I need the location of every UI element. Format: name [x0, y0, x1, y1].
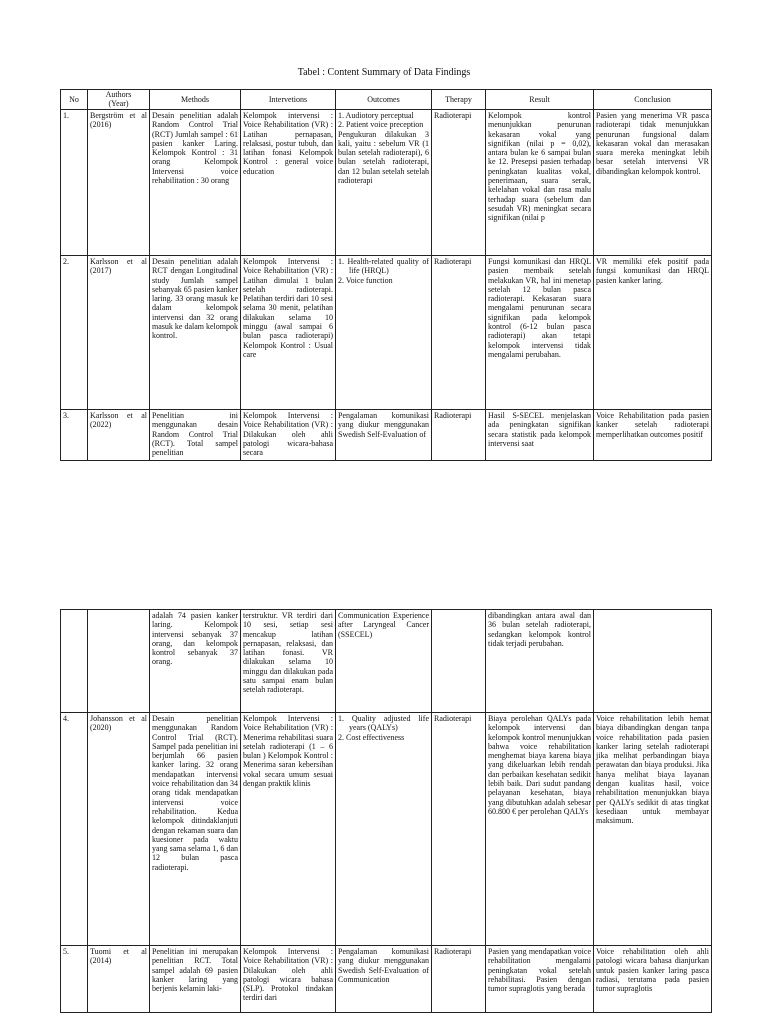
cell-conclusion: Voice rehabilitation oleh ahli patologi wicara bahasa dianjurkan untuk pasien kanker laring pasca radiasi, terutama pada pasien tumor supraglotis — [594, 946, 712, 1013]
cell-outcomes: Pengalaman komunikasi yang diukur menggunakan Swedish Self-Evaluation of Communication — [336, 946, 432, 1013]
cell-conclusion: Voice rehabilitation lebih hemat biaya dibandingkan dengan tanpa voice rehabilitation pada pasien kanker laring setelah radioterapi jika melihat perbandingan biaya perawatan dan biaya produksi. Jika hanya melihat biaya layanan dengan kualitas hasil, voice rehabilitation menunjukkan biaya per QALYs sedikit di atas tingkat kesediaan untuk membayar maksimum. — [594, 713, 712, 946]
cell-interventions: Kelompok Intervensi : Voice Rehabilitation (VR) : Dilakukan oleh ahli patologi wicara bahasa (SLP). Protokol tindakan terdiri dari — [241, 946, 336, 1013]
cell-no: 2. — [61, 256, 88, 410]
cell-interventions: Kelompok Intervensi : Voice Rehabilitation (VR) : Menerima rehabilitasi suara setelah radioterapi (1 – 6 bulan ) Kelompok Kontrol : Menerima saran kebersihan vokal secara umum sesuai dengan praktik klinis — [241, 713, 336, 946]
table-title: Tabel : Content Summary of Data Findings — [297, 67, 471, 78]
header-methods: Methods — [150, 90, 241, 110]
cell-outcomes — [336, 713, 432, 946]
outcome-item: 1. Audiotory perceptual — [338, 111, 414, 120]
cell-outcomes: Pengalaman komunikasi yang diukur menggunakan Swedish Self-Evaluation of — [336, 410, 432, 461]
cell-author — [88, 610, 150, 713]
cell-outcomes — [336, 110, 432, 256]
cell-interventions: Kelompok Intervensi : Voice Rehabilitation (VR) : Latihan dimulai 1 bulan setelah radioterapi. Pelatihan terdiri dari 10 sesi selama 30 menit, pelatihan dilakukan selama 10 minggu (awal sampai 6 bulan pasca radioterapi) Kelompok Kontrol : Usual care — [241, 256, 336, 410]
header-result: Result — [486, 90, 594, 110]
cell-interventions: Kelompok intervensi : Voice Rehabilitation (VR) : Latihan pernapasan, relaksasi, postur tubuh, dan latihan fonasi Kelompok Kontrol : general voice education — [241, 110, 336, 256]
header-therapy: Therapy — [432, 90, 486, 110]
cell-conclusion: Pasien yang menerima VR pasca radioterapi tidak menunjukkan penurunan fungsional dalam kekasaran vokal dan merasakan suara mereka meningkat lebih besar setelah intervensi VR dibandingkan kelompok kontrol. — [594, 110, 712, 256]
outcome-item: 1. Quality adjusted life years (QALYs) — [338, 714, 429, 733]
cell-result: Fungsi komunikasi dan HRQL pasien membaik setelah melakukan VR, hal ini menetap setelah 12 bulan pasca radioterapi. Kekasaran suara mengalami penurunan secara signifikan pada kelompok kontrol (6-12 bulan pasca radioterapi) akan tetapi kelompok intervensi tidak mengalami perubahan. — [486, 256, 594, 410]
cell-result: Biaya perolehan QALYs pada kelompok intervensi dan kelompok kontrol menunjukkan bahwa voice rehabilitation menghemat biaya karena biaya yang dikeluarkan lebih rendah dan perbaikan kesehatan sedikit lebih baik. Dari sudut pandang pelayanan kesehatan, biaya yang dibutuhkan adalah sebesar 60.800 € per perolehan QALYs — [486, 713, 594, 946]
cell-outcomes — [336, 256, 432, 410]
outcome-item: 2. Patient voice preception — [338, 120, 424, 130]
cell-conclusion — [594, 610, 712, 713]
header-outcomes: Outcomes — [336, 90, 432, 110]
header-authors: Authors (Year) — [88, 90, 150, 110]
cell-conclusion: VR memiliki efek positif pada fungsi komunikasi dan HRQL pasien kanker laring. — [594, 256, 712, 410]
cell-author: Karlsson et al (2017) — [88, 256, 150, 410]
cell-no: 5. — [61, 946, 88, 1013]
cell-author: Bergström et al (2016) — [88, 110, 150, 256]
cell-therapy: Radioterapi — [432, 713, 486, 946]
cell-therapy: Radioterapi — [432, 256, 486, 410]
cell-therapy — [432, 610, 486, 713]
findings-table-page-2 — [60, 609, 712, 1013]
table-row — [61, 110, 712, 256]
header-interventions: Intervetions — [241, 90, 336, 110]
cell-author: Tuomi et al (2014) — [88, 946, 150, 1013]
table-row — [61, 256, 712, 410]
cell-methods: Desain penelitian adalah Random Control Trial (RCT) Jumlah sampel : 61 pasien kanker Laring. Kelompok Kontrol : 31 orang Kelompok Intervensi voice rehabilitation : 30 orang — [150, 110, 241, 256]
cell-no: 3. — [61, 410, 88, 461]
table-row — [61, 946, 712, 1013]
cell-methods: Penelitian ini menggunakan desain Random Control Trial (RCT). Total sampel penelitian — [150, 410, 241, 461]
cell-interventions: Kelompok Intervensi : Voice Rehabilitation (VR) : Dilakukan oleh ahli patologi wicara-bahasa secara — [241, 410, 336, 461]
cell-methods: adalah 74 pasien kanker laring. Kelompok intervensi sebanyak 37 orang, dan kelompok kontrol sebanyak 37 orang. — [150, 610, 241, 713]
findings-table-page-1 — [60, 89, 712, 461]
cell-result: Pasien yang mendapatkan voice rehabilitation mengalami peningkatan vokal setelah rehabilitasi. Pasien dengan tumor supraglotis yang berada — [486, 946, 594, 1013]
cell-therapy: Radioterapi — [432, 946, 486, 1013]
cell-no — [61, 610, 88, 713]
cell-therapy: Radioterapi — [432, 110, 486, 256]
cell-methods: Desain penelitian menggunakan Random Control Trial (RCT). Sampel pada penelitian ini berjumlah 66 pasien kanker laring. 32 orang mendapatkan intervensi voice rehabilitation dan 34 orang tidak mendapatkan intervensi voice rehabilitation. Kedua kelompok ditindaklanjuti dengan rekaman suara dan kuesioner pada waktu yang sama selama 1, 6 dan 12 bulan pasca radioterapi. — [150, 713, 241, 946]
header-conclusion: Conclusion — [594, 90, 712, 110]
outcome-note: Pengukuran dilakukan 3 kali, yaitu : sebelum VR (1 bulan setelah radioterapi), 6 bulan setelah radioterapi, dan 12 bulan setelah setelah radioterapi — [338, 129, 429, 186]
table-row-continued — [61, 610, 712, 713]
table-row — [61, 410, 712, 461]
cell-result: Kelompok kontrol menunjukkan penurunan kekasaran vokal yang signifikan (nilai p = 0,02), antara bulan ke 6 sampai bulan ke 12. Presepsi pasien terhadap peningkatan kualitas vokal, penerimaan, suara serak, kelelahan vokal dan rasa malu terhadap suara (sebelum dan sesudah VR) meningkat secara signifikan (nilai p — [486, 110, 594, 256]
cell-result: Hasil S-SECEL menjelaskan ada peningkatan signifikan secara statistik pada kelompok intervensi saat — [486, 410, 594, 461]
cell-author: Karlsson et al (2022) — [88, 410, 150, 461]
cell-methods: Desain penelitian adalah RCT dengan Longitudinal study Jumlah sampel sebanyak 65 pasien kanker laring. 33 orang masuk ke dalam kelompok intervensi dan 32 orang masuk ke dalam kelompok kontrol. — [150, 256, 241, 410]
cell-conclusion: Voice Rehabilitation pada pasien kanker setelah radioterapi memperlihatkan outcomes positif — [594, 410, 712, 461]
cell-no: 4. — [61, 713, 88, 946]
table-row — [61, 713, 712, 946]
cell-methods: Penelitian ini merupakan penelitian RCT. Total sampel adalah 69 pasien kanker laring yang berjenis kelamin laki- — [150, 946, 241, 1013]
cell-interventions: terstruktur. VR terdiri dari 10 sesi, setiap sesi mencakup latihan pernapasan, relaksasi, dan latihan fonasi. VR dilakukan selama 10 minggu dan dilakukan pada satu sampai enam bulan setelah radioterapi. — [241, 610, 336, 713]
outcome-item: 2. Voice function — [338, 275, 393, 285]
outcome-item: 1. Health-related quality of life (HRQL) — [338, 257, 429, 276]
cell-therapy: Radioterapi — [432, 410, 486, 461]
cell-author: Johansson et al (2020) — [88, 713, 150, 946]
cell-result: dibandingkan antara awal dan 36 bulan setelah radioterapi, sedangkan kelompok kontrol tidak terjadi perubahan. — [486, 610, 594, 713]
cell-outcomes: Communication Experience after Laryngeal Cancer (SSECEL) — [336, 610, 432, 713]
table-header-row — [61, 90, 712, 110]
outcome-item: 2. Cost effectiveness — [338, 732, 405, 742]
header-no: No — [61, 90, 88, 110]
cell-no: 1. — [61, 110, 88, 256]
